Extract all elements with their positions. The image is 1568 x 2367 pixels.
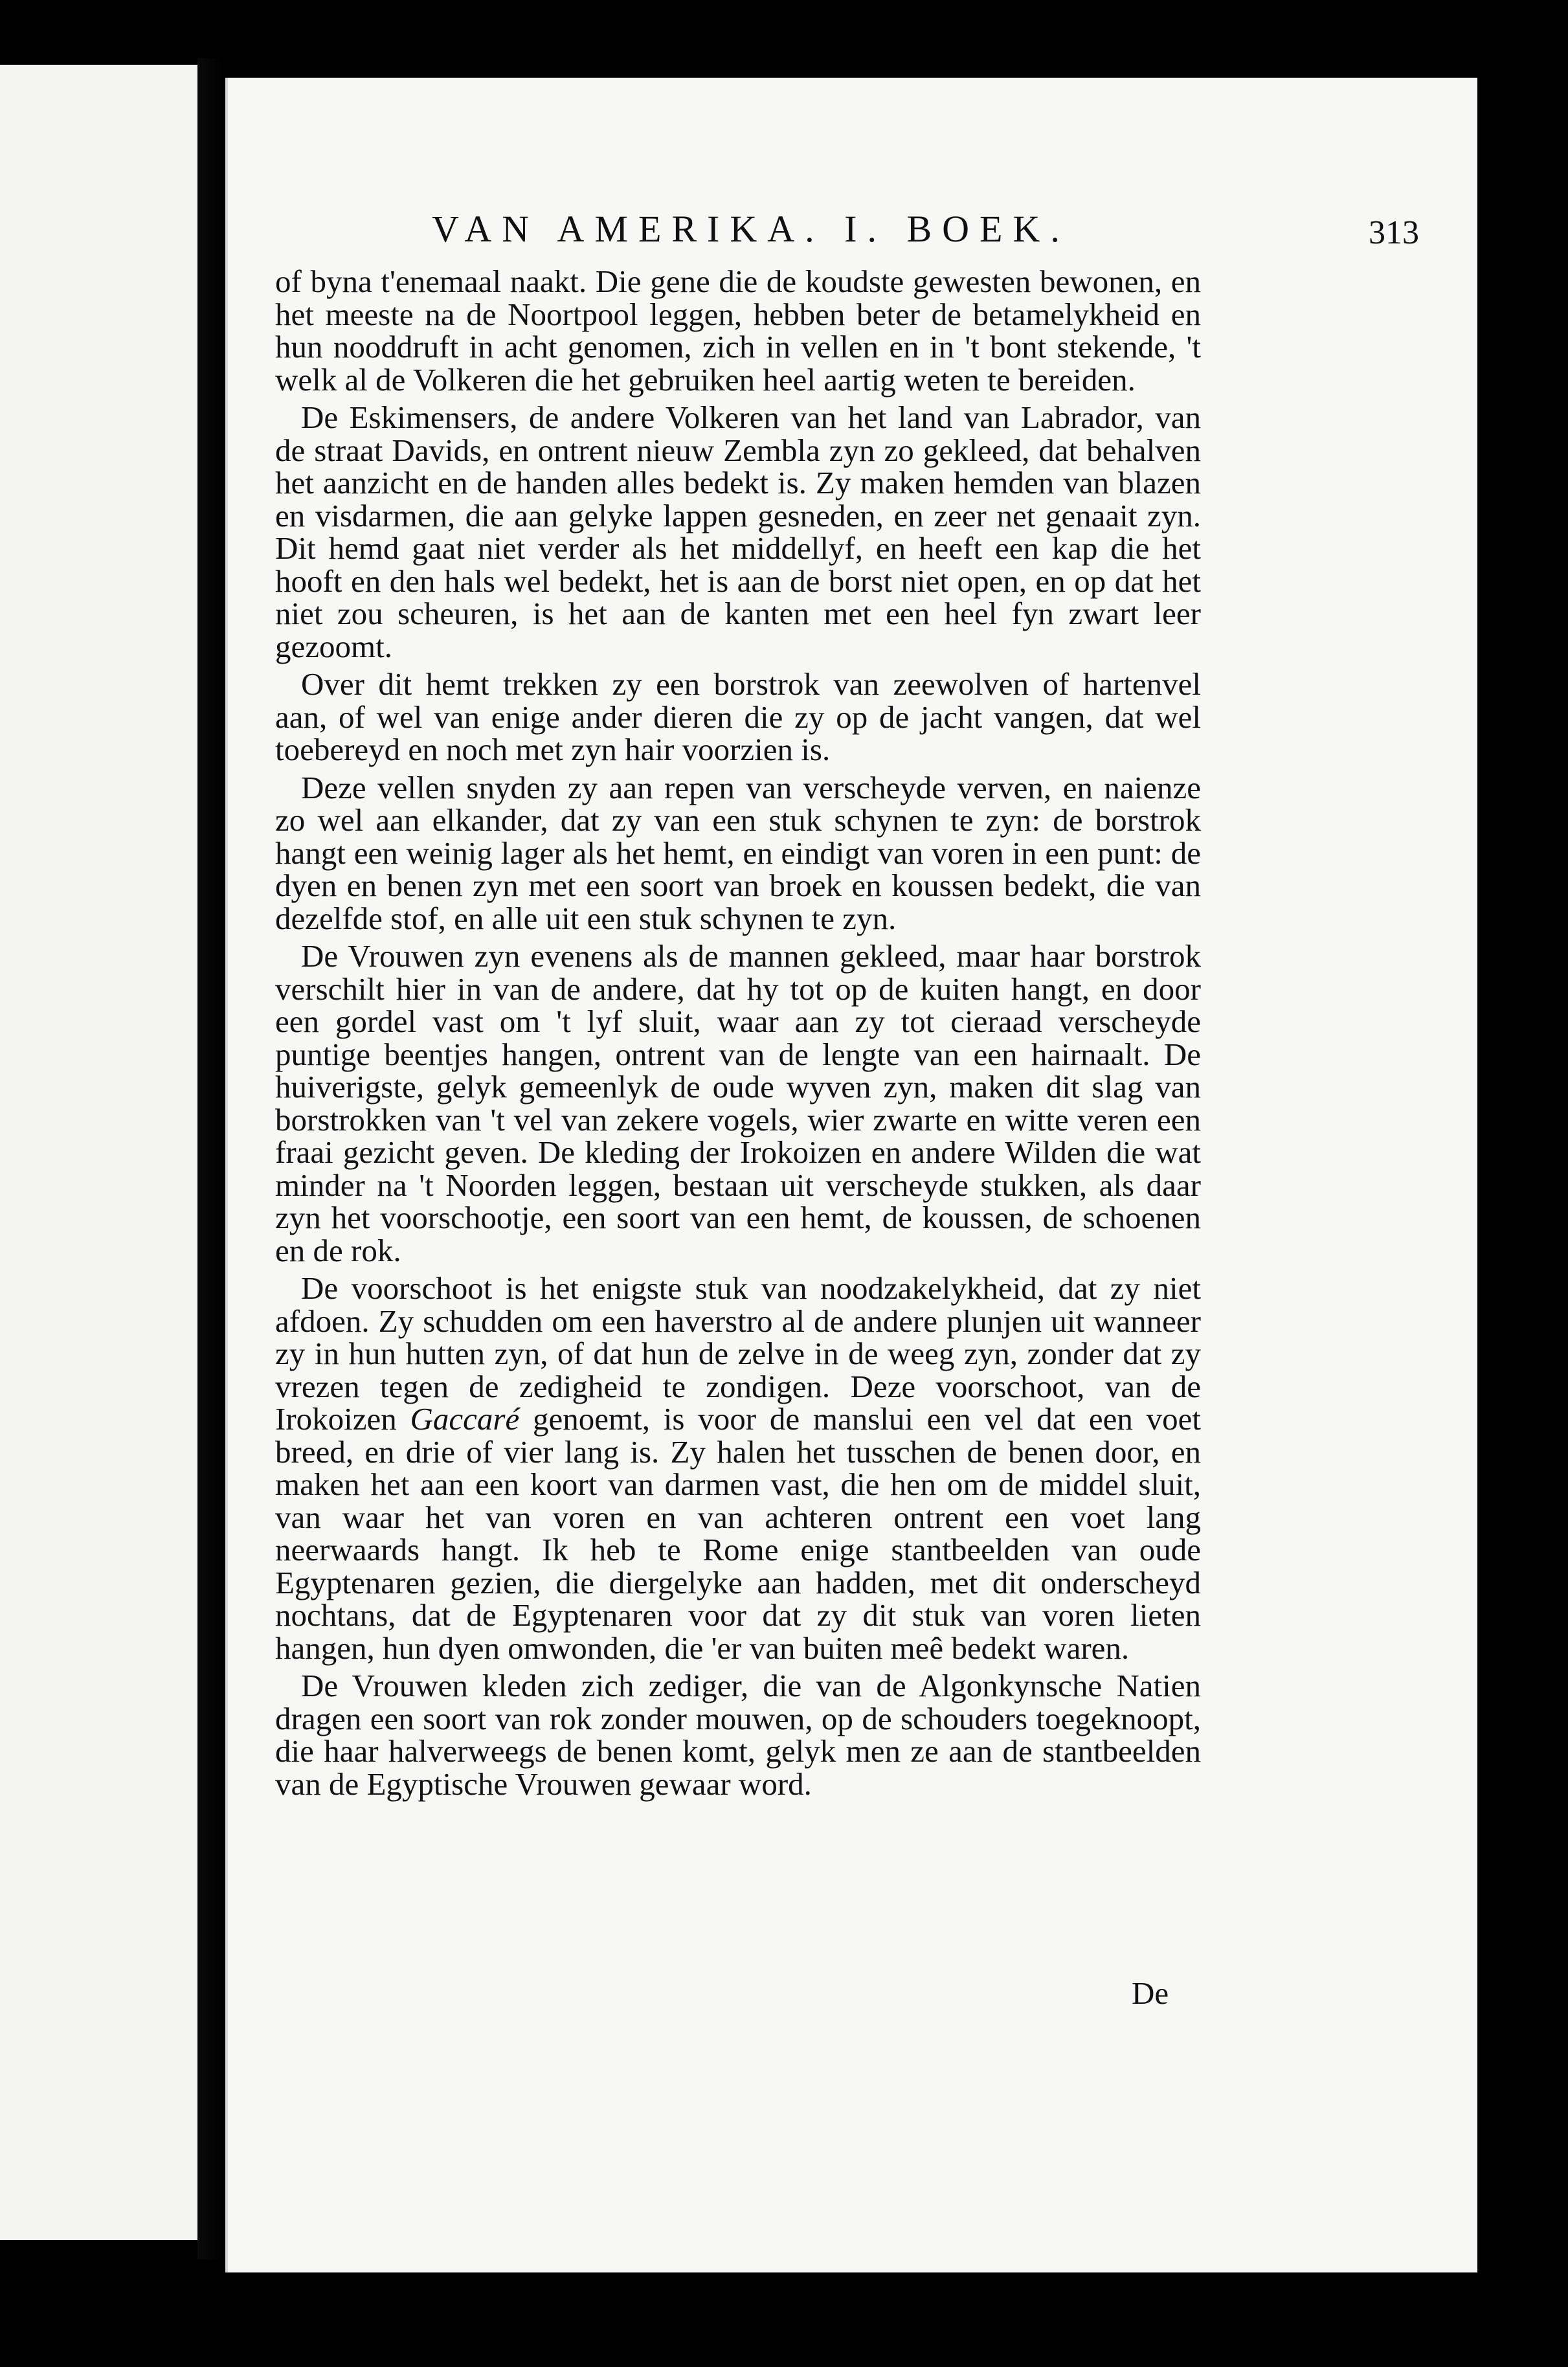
- paragraph-2: De Eskimensers, de andere Volkeren van het land van Labrador, van de straat Davids, en ontrent nieuw Zembla zyn zo gekleed, dat behalven het aanzicht en de handen alles bedekt is. Zy maken hemden van blazen en visdarmen, die aan gelyke lappen gesneden, en zeer net genaait zyn. Dit hemd gaat niet verder als het middellyf, en heeft een kap die het hooft en den hals wel bedekt, het is aan de borst niet open, en op dat het niet zou scheuren, is het aan de kanten met een heel fyn zwart leer gezoomt.: [275, 399, 1201, 664]
- catchword: De: [1132, 1975, 1169, 2011]
- paragraph-6-text-a: De voorschoot is het enigste stuk van noodzakelykheid, dat zy niet afdoen. Zy schudden om een haverstro al de andere plunjen uit wanneer zy in hun hutten zyn, of dat hun de zelve in de weeg zyn, zonder dat zy vrezen tegen de zedigheid te zondigen. Deze voorschoot, van de Irokoizen: [275, 1270, 1201, 1437]
- paragraph-4: Deze vellen snyden zy aan repen van verscheyde verven, en naienze zo wel aan elkander, dat zy van een stuk schynen te zyn: de borstrok hangt een weinig lager als het hemt, en eindigt van voren in een punt: de dyen en benen zyn met een soort van broek en koussen bedekt, die van dezelfde stof, en alle uit een stuk schynen te zyn.: [275, 769, 1201, 936]
- book-gutter: [197, 58, 223, 2260]
- paragraph-6: [275, 1272, 1201, 1665]
- left-page-edge: [0, 65, 199, 2240]
- paragraph-7: De Vrouwen kleden zich zediger, die van de Algonkynsche Natien dragen een soort van rok zonder mouwen, op de schouders toegeknoopt, die haar halverweegs de benen komt, gelyk men ze aan de stantbeelden van de Egyptische Vrouwen gewaar word.: [275, 1668, 1201, 1802]
- page-number: 313: [1369, 214, 1419, 251]
- running-title: VAN AMERIKA. I. BOEK.: [432, 208, 1070, 250]
- italic-term: Gaccaré: [410, 1401, 520, 1437]
- paragraph-5: De Vrouwen zyn evenens als de mannen gekleed, maar haar borstrok verschilt hier in van de andere, dat hy tot op de kuiten hangt, en door een gordel vast om 't lyf sluit, waar aan zy tot cieraad verscheyde puntige beentjes hangen, ontrent van de lengte van een hairnaalt. De huiverigste, gelyk gemeenlyk de oude wyven zyn, maken dit slag van borstrokken van 't vel van zekere vogels, wier zwarte en witte veren een fraai gezicht geven. De kleding der Irokoizen en andere Wilden die wat minder na 't Noorden leggen, bestaan uit verscheyde stukken, als daar zyn het voorschootje, een soort van een hemt, de koussen, de schoenen en de rok.: [275, 938, 1201, 1268]
- paragraph-1: of byna t'enemaal naakt. Die gene die de koudste gewesten bewonen, en het meeste na de Noortpool leggen, hebben beter de betamelykheid en hun nooddruft in acht genomen, zich in vellen en in 't bont stekende, 't welk al de Volkeren die het gebruiken heel aartig weten te bereiden.: [275, 264, 1201, 398]
- page-body: [275, 265, 1201, 1806]
- paragraph-6-text-b: genoemt, is voor de manslui een vel dat een voet breed, en drie of vier lang is. Zy halen het tusschen de benen door, en maken het aan een koort van darmen vast, die hen om de middel sluit, van waar het van voren en van achteren ontrent een voet lang neerwaards hangt. Ik heb te Rome enige stantbeelden van oude Egyptenaren gezien, die diergelyke aan hadden, met dit onderscheyd nochtans, dat de Egyptenaren voor dat zy dit stuk van voren lieten hangen, hun dyen omwonden, die 'er van buiten meê bedekt waren.: [275, 1401, 1201, 1666]
- paragraph-3: Over dit hemt trekken zy een borstrok van zeewolven of hartenvel aan, of wel van enige ander dieren die zy op de jacht vangen, dat wel toebereyd en noch met zyn hair voorzien is.: [275, 666, 1201, 767]
